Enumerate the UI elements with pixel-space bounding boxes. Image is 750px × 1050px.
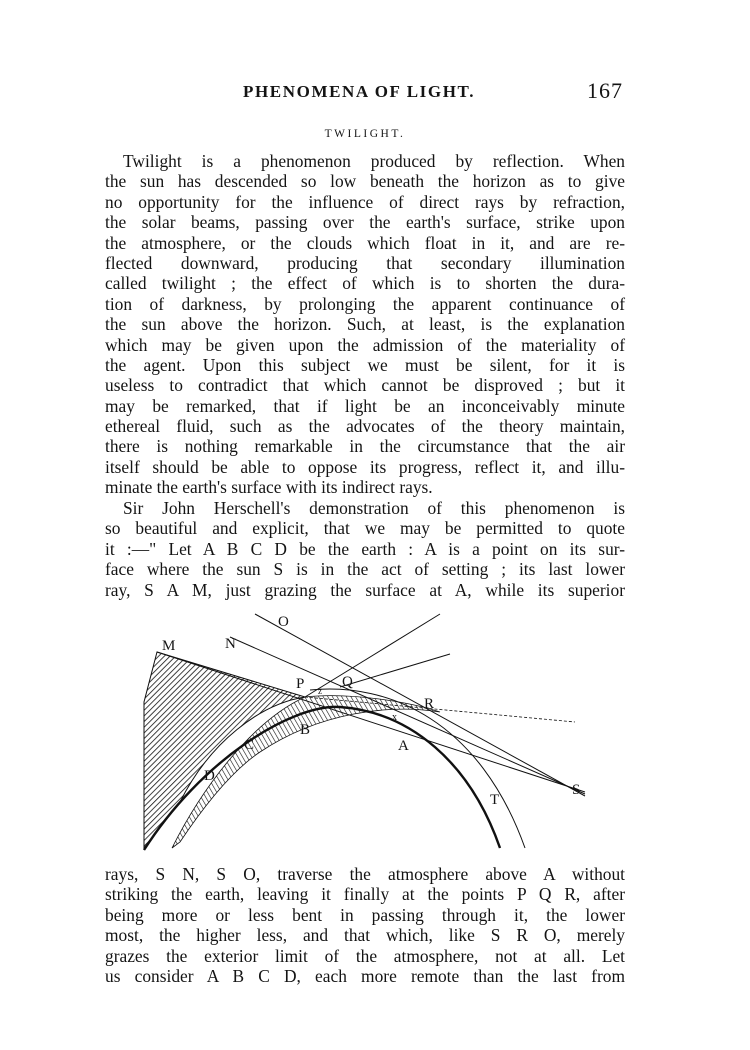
text-line: rays, S N, S O, traverse the atmosphere above A without	[105, 864, 625, 884]
text-line: ray, S A M, just grazing the surface at A, while its superior	[105, 579, 625, 600]
text-line: striking the earth, leaving it finally at the points P Q R, after	[105, 884, 625, 905]
twilight-diagram	[140, 612, 600, 857]
label-O: O	[278, 614, 289, 630]
label-D: D	[204, 768, 215, 784]
running-head	[105, 78, 625, 108]
label-A: A	[398, 738, 409, 754]
text-line: there is nothing remarkable in the circumstance that the air	[105, 436, 625, 457]
paragraph-2	[105, 498, 625, 600]
text-line: no opportunity for the influence of direct rays by refraction,	[105, 191, 625, 212]
label-Q: Q	[342, 674, 353, 690]
text-line: the solar beams, passing over the earth's surface, strike upon	[105, 212, 625, 233]
label-R: R	[424, 696, 435, 712]
running-head-title: PHENOMENA OF LIGHT.	[243, 82, 476, 101]
section-title: TWILIGHT.	[324, 128, 406, 140]
text-line: it :—" Let A B C D be the earth : A is a point on its sur-	[105, 538, 625, 559]
label-N: N	[225, 636, 236, 652]
label-M: M	[162, 638, 176, 654]
text-line: called twilight ; the effect of which is to shorten the dura-	[105, 273, 625, 294]
twilight-diagram-svg	[140, 612, 600, 857]
text-line: the agent. Upon this subject we must be silent, for it is	[105, 354, 625, 375]
text-line: grazes the exterior limit of the atmosphere, not at all. Let	[105, 945, 625, 966]
text-line: Twilight is a phenomenon produced by reflection. When	[123, 151, 625, 171]
label-P: P	[296, 676, 305, 692]
paragraph-1	[105, 151, 625, 498]
text-line: the sun above the horizon. Such, at least, is the explanation	[105, 314, 625, 335]
label-x: x	[392, 712, 397, 723]
text-line: being more or less bent in passing through it, the lower	[105, 904, 625, 925]
label-C: C	[244, 737, 255, 753]
text-line: useless to contradict that which cannot be disproved ; but it	[105, 375, 625, 396]
label-z: z	[318, 686, 322, 696]
ray-P-up	[305, 614, 440, 697]
text-line: so beautiful and explicit, that we may be permitted to quote	[105, 518, 625, 539]
page-number: 167	[587, 78, 623, 103]
text-line: us consider A B C D, each more remote than the last from	[105, 965, 625, 986]
shadow-region	[144, 652, 305, 848]
text-line: minate the earth's surface with its indirect rays.	[105, 477, 433, 498]
label-S: S	[572, 782, 581, 798]
paragraph-3	[105, 864, 625, 986]
text-line: the atmosphere, or the clouds which float in it, and are re-	[105, 232, 625, 253]
label-T: T	[490, 792, 500, 808]
text-line: ethereal fluid, such as the advocates of the theory maintain,	[105, 416, 625, 437]
text-line: may be remarked, that if light be an inconceivably minute	[105, 395, 625, 416]
text-line: Sir John Herschell's demonstration of this phenomenon is	[123, 498, 625, 518]
text-line: the sun has descended so low beneath the horizon as to give	[105, 171, 625, 192]
text-line: which may be given upon the admission of the materiality of	[105, 334, 625, 355]
text-line: tion of darkness, by prolonging the apparent continuance of	[105, 293, 625, 314]
text-line: flected downward, producing that secondary illumination	[105, 252, 625, 273]
text-line: face where the sun S is in the act of setting ; its last lower	[105, 559, 625, 580]
label-B: B	[300, 722, 311, 738]
text-line: itself should be able to oppose its progress, reflect it, and illu-	[105, 456, 625, 477]
text-line: most, the higher less, and that which, like S R O, merely	[105, 925, 625, 946]
